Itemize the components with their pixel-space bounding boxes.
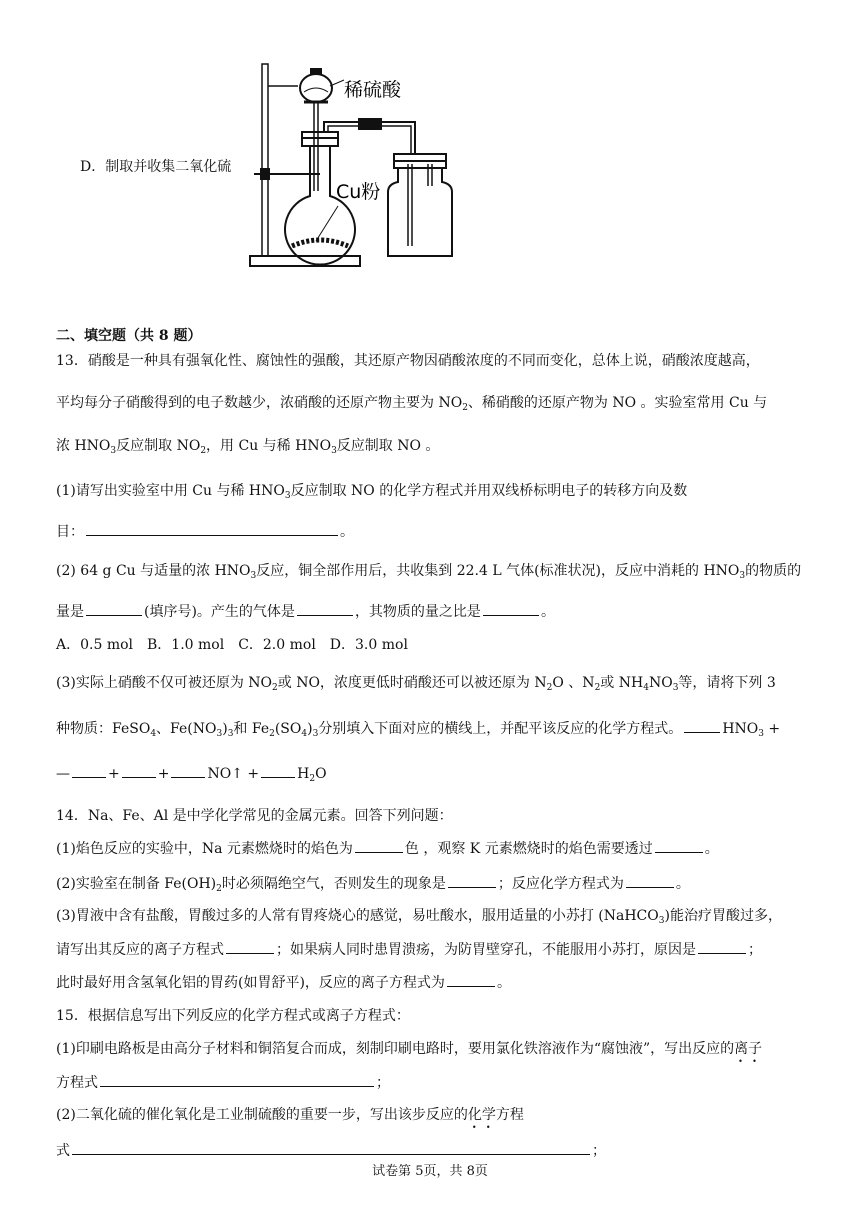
q14-part3-line3: 此时最好用含氢氧化铝的胃药(如胃舒平)，反应的离子方程式为 。 bbox=[56, 972, 511, 993]
answer-blank[interactable] bbox=[655, 838, 703, 853]
gas-collection-bottle bbox=[388, 166, 452, 256]
answer-blank[interactable] bbox=[86, 601, 142, 616]
answer-blank[interactable] bbox=[626, 873, 674, 888]
q13-part2-line1: (2) 64 g Cu 与适量的浓 $HNO_3$反应，铜全部作用后，共收集到 22.4 L 气体(标准状况)，反应中消耗的 $HNO_3$的物质的 bbox=[56, 563, 802, 581]
q13-part3-line2: 种物质：FeSO$_4$、$Fe(NO_3)_3$和 $Fe_2(SO_4)_3$分别填入下面对应的横线上，并配平该反应的化学方程式。 $HNO_3$ + bbox=[56, 718, 780, 744]
q13-part3-line1: (3)实际上硝酸不仅可被还原为 $NO_2$或 NO，浓度更低时硝酸还可以被还原为 $N_2O$ 、$N_2$或 $NH_4NO_3$等，请将下列 3 bbox=[56, 675, 776, 693]
answer-blank[interactable] bbox=[100, 1072, 374, 1087]
answer-blank[interactable] bbox=[72, 763, 106, 778]
q15-part1-line1: (1)印刷电路板是由高分子材料和铜箔复合而成，刻制印刷电路时，要用氯化铁溶液作为“腐蚀液”，写出反应的离子 bbox=[56, 1041, 763, 1057]
diagram-powder-label: Cu粉 bbox=[336, 181, 381, 203]
answer-blank[interactable] bbox=[355, 838, 403, 853]
q13-part2-line2: 量是 (填序号)。产生的气体是 ，其物质的量之比是 。 bbox=[56, 601, 555, 622]
cu-powder bbox=[292, 240, 348, 246]
answer-blank[interactable] bbox=[448, 873, 496, 888]
answer-blank[interactable] bbox=[72, 1140, 590, 1155]
stand-rod bbox=[262, 64, 268, 256]
q14-part3-line1: (3)胃液中含有盐酸，胃酸过多的人常有胃疼烧心的感觉，易吐酸水，服用适量的小苏打 (NaHCO$_3$)能治疗胃酸过多， bbox=[56, 908, 782, 926]
answer-blank[interactable] bbox=[684, 718, 720, 733]
page-footer: 试卷第 5页，共 8页 bbox=[372, 1164, 488, 1179]
answer-blank[interactable] bbox=[297, 601, 353, 616]
q13-part1-line2: 目： 。 bbox=[56, 521, 354, 542]
q14-title: 14．Na、Fe、Al 是中学化学常见的金属元素。回答下列问题： bbox=[56, 808, 453, 824]
apparatus-diagram bbox=[240, 56, 470, 271]
section-title: 二、填空题（共 8 题） bbox=[56, 328, 202, 344]
q15-part2-line2: 式 ； bbox=[56, 1140, 606, 1161]
answer-blank[interactable] bbox=[226, 939, 274, 954]
option-d: D．制取并收集二氧化硫 bbox=[80, 159, 232, 175]
answer-blank[interactable] bbox=[171, 763, 205, 778]
q13-intro-line1: 13．硝酸是一种具有强氧化性、腐蚀性的强酸，其还原产物因硝酸浓度的不同而变化，总体上说，硝酸浓度越高， bbox=[56, 353, 760, 369]
q13-options: A．0.5 mol B．1.0 mol C．2.0 mol D．3.0 mol bbox=[56, 637, 408, 653]
q13-part1-line1: (1)请写出实验室中用 Cu 与稀 $HNO_3$反应制取 NO 的化学方程式并用双线桥标明电子的转移方向及数 bbox=[56, 483, 688, 501]
diagram-acid-label: 稀硫酸 bbox=[344, 79, 402, 101]
answer-blank[interactable] bbox=[261, 763, 295, 778]
q15-part1-line2: 方程式 ； bbox=[56, 1072, 390, 1093]
q15-title: 15．根据信息写出下列反应的化学方程式或离子方程式： bbox=[56, 1008, 410, 1024]
q14-part1: (1)焰色反应的实验中，Na 元素燃烧时的焰色为 色 ，观察 K 元素燃烧时的焰色需要透过 。 bbox=[56, 838, 719, 859]
q13-intro-line2: 平均每分子硝酸得到的电子数越少，浓硝酸的还原产物主要为 $NO_2$、稀硝酸的还原产物为 NO 。实验室常用 Cu 与 bbox=[56, 395, 768, 413]
answer-blank[interactable] bbox=[122, 763, 156, 778]
q15-part2-line1: (2)二氧化硫的催化氧化是工业制硫酸的重要一步，写出该步反应的化学方程 bbox=[56, 1107, 524, 1123]
q13-intro-line3: 浓 $HNO_3$反应制取 $NO_2$，用 Cu 与稀 $HNO_3$反应制取 NO 。 bbox=[56, 438, 440, 456]
answer-blank[interactable] bbox=[447, 972, 495, 987]
q14-part2: (2)实验室在制备 $Fe(OH)_2$时必须隔绝空气，否则发生的现象是 ；反应化学方程式为 。 bbox=[56, 873, 690, 899]
q13-equation-line: — + + NO↑ + $H_2O$ bbox=[56, 763, 327, 789]
answer-blank[interactable] bbox=[86, 521, 338, 536]
q14-part3-line2: 请写出其反应的离子方程式 ；如果病人同时患胃溃疡，为防胃壁穿孔，不能服用小苏打，原因是 ； bbox=[56, 939, 762, 960]
answer-blank[interactable] bbox=[483, 601, 539, 616]
answer-blank[interactable] bbox=[698, 939, 746, 954]
